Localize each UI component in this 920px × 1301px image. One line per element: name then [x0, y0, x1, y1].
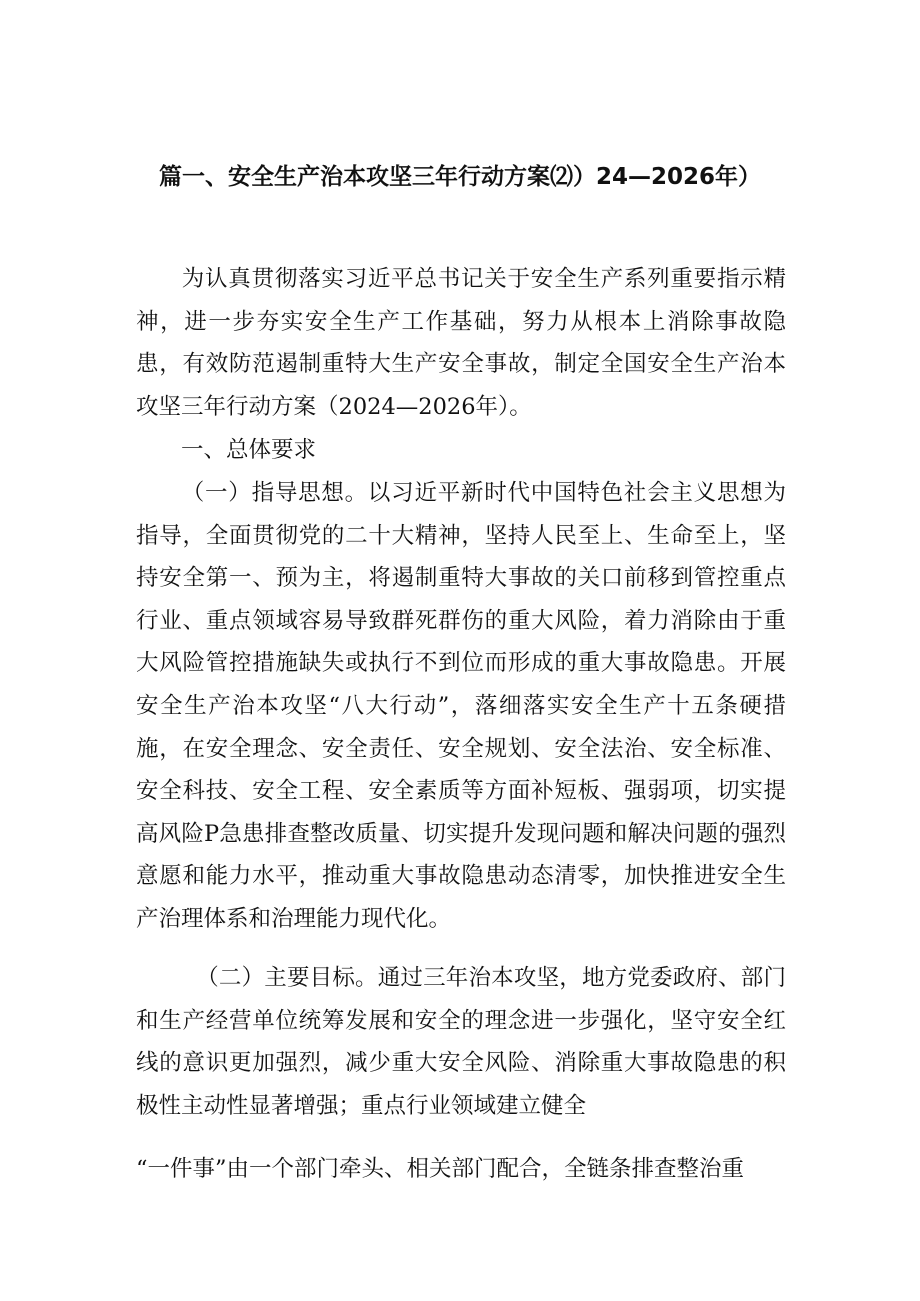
intro-text: 为认真贯彻落实习近平总书记关于安全生产系列重要指示精神，进一步夯实安全生产工作基础，努力从根本上消除事故隐患，有效防范遏制重特大生产安全事故，制定全国安全生产治本攻坚三年行动方案（2024—2026年）。 [136, 266, 786, 420]
intro-paragraph [136, 258, 786, 428]
main-goal-paragraph [136, 957, 786, 1127]
main-goal-text: （二）主要目标。通过三年治本攻坚，地方党委政府、部门和生产经营单位统筹发展和安全的理念进一步强化，坚守安全红线的意识更加强烈，减少重大安全风险、消除重大事故隐患的积极性主动性显著增强；重点行业领域建立健全 [136, 965, 786, 1119]
guiding-ideology-paragraph [136, 472, 786, 941]
document-title: 篇一、安全生产治本攻坚三年行动方案⑵）24—2026年） [158, 164, 762, 190]
continuation-line: “一件事”由一个部门牵头、相关部门配合，全链条排查整治重 [136, 1156, 745, 1182]
section-heading-overall-requirements: 一、总体要求 [181, 437, 317, 463]
guiding-ideology-text: （一）指导思想。以习近平新时代中国特色社会主义思想为指导，全面贯彻党的二十大精神，坚持人民至上、生命至上，坚持安全第一、预为主，将遏制重特大事故的关口前移到管控重点行业、重点领域容易导致群死群伤的重大风险，着力消除由于重大风险管控措施缺失或执行不到位而形成的重大事故隐患。开展安全生产治本攻坚“八大行动”，落细落实安全生产十五条硬措施，在安全理念、安全责任、安全规划、安全法治、安全标准、安全科技、安全工程、安全素质等方面补短板、强弱项，切实提高风险P急患排查整改质量、切实提升发现问题和解决问题的强烈意愿和能力水平，推动重大事故隐患动态清零，加快推进安全生产治理体系和治理能力现代化。 [136, 480, 786, 932]
